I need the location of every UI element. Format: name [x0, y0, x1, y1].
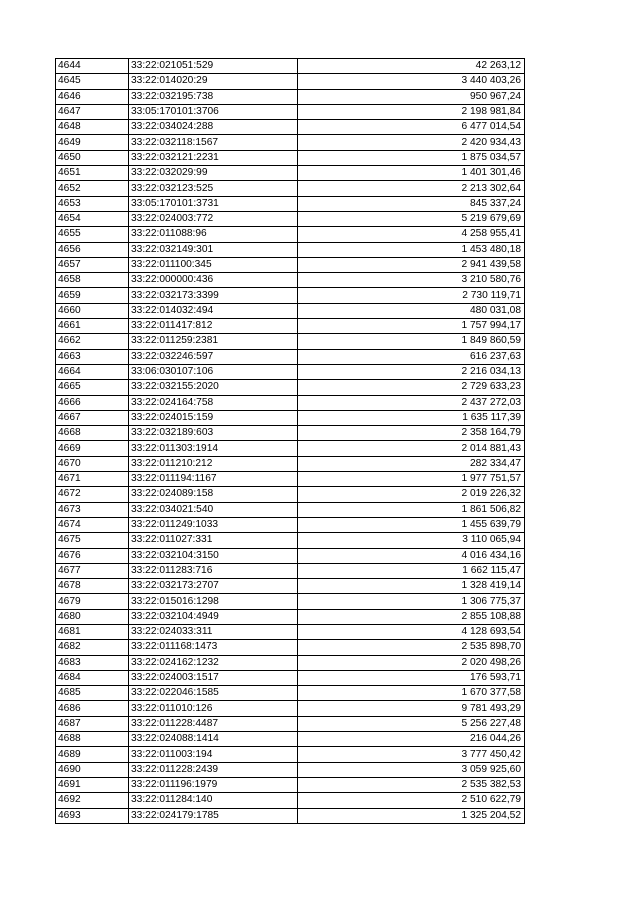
cadastral-value-cell: 1 977 751,57 — [298, 472, 525, 487]
cadastral-number-cell: 33:22:032118:1567 — [129, 135, 298, 150]
cadastral-number-cell: 33:22:011283:716 — [129, 563, 298, 578]
row-number-cell: 4646 — [56, 89, 129, 104]
table-row — [56, 273, 525, 288]
cadastral-value-cell: 176 593,71 — [298, 670, 525, 685]
table-row — [56, 211, 525, 226]
cadastral-number-cell: 33:05:170101:3706 — [129, 104, 298, 119]
cadastral-value-cell: 4 128 693,54 — [298, 624, 525, 639]
cadastral-value-cell: 4 016 434,16 — [298, 548, 525, 563]
row-number-cell: 4652 — [56, 181, 129, 196]
cadastral-number-cell: 33:22:024003:1517 — [129, 670, 298, 685]
table-row — [56, 380, 525, 395]
row-number-cell: 4690 — [56, 762, 129, 777]
table-row — [56, 227, 525, 242]
cadastral-value-cell: 2 535 898,70 — [298, 640, 525, 655]
row-number-cell: 4667 — [56, 410, 129, 425]
cadastral-number-cell: 33:22:032121:2231 — [129, 150, 298, 165]
row-number-cell: 4660 — [56, 303, 129, 318]
cadastral-number-cell: 33:22:000000:436 — [129, 273, 298, 288]
cadastral-value-cell: 1 453 480,18 — [298, 242, 525, 257]
table-row — [56, 808, 525, 823]
row-number-cell: 4668 — [56, 426, 129, 441]
cadastral-number-cell: 33:22:024162:1232 — [129, 655, 298, 670]
row-number-cell: 4666 — [56, 395, 129, 410]
cadastral-number-cell: 33:22:022046:1585 — [129, 686, 298, 701]
cadastral-number-cell: 33:22:011088:96 — [129, 227, 298, 242]
row-number-cell: 4678 — [56, 579, 129, 594]
table-row — [56, 777, 525, 792]
cadastral-number-cell: 33:05:170101:3731 — [129, 196, 298, 211]
table-row — [56, 548, 525, 563]
table-row — [56, 579, 525, 594]
row-number-cell: 4657 — [56, 257, 129, 272]
table-row — [56, 563, 525, 578]
table-row — [56, 655, 525, 670]
row-number-cell: 4675 — [56, 533, 129, 548]
cadastral-value-cell: 1 306 775,37 — [298, 594, 525, 609]
cadastral-value-cell: 3 110 065,94 — [298, 533, 525, 548]
cadastral-number-cell: 33:22:011249:1033 — [129, 517, 298, 532]
cadastral-number-cell: 33:22:011196:1979 — [129, 777, 298, 792]
cadastral-number-cell: 33:22:011100:345 — [129, 257, 298, 272]
row-number-cell: 4681 — [56, 624, 129, 639]
row-number-cell: 4673 — [56, 502, 129, 517]
cadastral-number-cell: 33:22:032246:597 — [129, 349, 298, 364]
row-number-cell: 4653 — [56, 196, 129, 211]
cadastral-number-cell: 33:22:011417:812 — [129, 319, 298, 334]
row-number-cell: 4672 — [56, 487, 129, 502]
row-number-cell: 4654 — [56, 211, 129, 226]
cadastral-value-cell: 2 420 934,43 — [298, 135, 525, 150]
table-row — [56, 472, 525, 487]
table-row — [56, 517, 525, 532]
cadastral-value-cell: 480 031,08 — [298, 303, 525, 318]
row-number-cell: 4650 — [56, 150, 129, 165]
row-number-cell: 4687 — [56, 716, 129, 731]
table-row — [56, 670, 525, 685]
table-row — [56, 624, 525, 639]
cadastral-number-cell: 33:22:021051:529 — [129, 59, 298, 74]
cadastral-value-cell: 2 358 164,79 — [298, 426, 525, 441]
cadastral-number-cell: 33:22:011228:2439 — [129, 762, 298, 777]
cadastral-value-cell: 2 198 981,84 — [298, 104, 525, 119]
cadastral-value-cell: 2 730 119,71 — [298, 288, 525, 303]
cadastral-number-cell: 33:22:024088:1414 — [129, 732, 298, 747]
table-row — [56, 426, 525, 441]
cadastral-value-cell: 6 477 014,54 — [298, 120, 525, 135]
cadastral-number-cell: 33:22:034024:288 — [129, 120, 298, 135]
row-number-cell: 4688 — [56, 732, 129, 747]
table-row — [56, 609, 525, 624]
row-number-cell: 4651 — [56, 166, 129, 181]
cadastral-value-cell: 2 535 382,53 — [298, 777, 525, 792]
row-number-cell: 4680 — [56, 609, 129, 624]
cadastral-number-cell: 33:22:014032:494 — [129, 303, 298, 318]
cadastral-value-cell: 1 875 034,57 — [298, 150, 525, 165]
cadastral-value-cell: 216 044,26 — [298, 732, 525, 747]
table-row — [56, 181, 525, 196]
cadastral-value-cell: 2 019 226,32 — [298, 487, 525, 502]
cadastral-number-cell: 33:22:015016:1298 — [129, 594, 298, 609]
row-number-cell: 4661 — [56, 319, 129, 334]
table-row — [56, 104, 525, 119]
cadastral-number-cell: 33:22:024003:772 — [129, 211, 298, 226]
cadastral-number-cell: 33:22:011259:2381 — [129, 334, 298, 349]
table-row — [56, 120, 525, 135]
table-row — [56, 364, 525, 379]
row-number-cell: 4692 — [56, 793, 129, 808]
row-number-cell: 4659 — [56, 288, 129, 303]
cadastral-value-cell: 3 210 580,76 — [298, 273, 525, 288]
table-body — [56, 59, 525, 824]
cadastral-value-table — [55, 58, 525, 824]
cadastral-number-cell: 33:22:011210:212 — [129, 456, 298, 471]
table-row — [56, 150, 525, 165]
cadastral-value-cell: 5 219 679,69 — [298, 211, 525, 226]
cadastral-number-cell: 33:22:024089:158 — [129, 487, 298, 502]
cadastral-value-cell: 2 941 439,58 — [298, 257, 525, 272]
cadastral-value-cell: 3 440 403,26 — [298, 74, 525, 89]
cadastral-number-cell: 33:22:024179:1785 — [129, 808, 298, 823]
cadastral-value-cell: 1 328 419,14 — [298, 579, 525, 594]
cadastral-value-cell: 1 861 506,82 — [298, 502, 525, 517]
row-number-cell: 4684 — [56, 670, 129, 685]
cadastral-number-cell: 33:22:032123:525 — [129, 181, 298, 196]
row-number-cell: 4670 — [56, 456, 129, 471]
table-row — [56, 762, 525, 777]
row-number-cell: 4655 — [56, 227, 129, 242]
cadastral-number-cell: 33:22:024164:758 — [129, 395, 298, 410]
row-number-cell: 4676 — [56, 548, 129, 563]
cadastral-value-cell: 3 059 925,60 — [298, 762, 525, 777]
cadastral-number-cell: 33:22:032149:301 — [129, 242, 298, 257]
cadastral-number-cell: 33:22:032029:99 — [129, 166, 298, 181]
cadastral-value-cell: 1 670 377,58 — [298, 686, 525, 701]
row-number-cell: 4648 — [56, 120, 129, 135]
cadastral-number-cell: 33:22:011027:331 — [129, 533, 298, 548]
table-row — [56, 196, 525, 211]
table-row — [56, 487, 525, 502]
row-number-cell: 4683 — [56, 655, 129, 670]
cadastral-number-cell: 33:22:011003:194 — [129, 747, 298, 762]
table-row — [56, 533, 525, 548]
row-number-cell: 4693 — [56, 808, 129, 823]
table-row — [56, 701, 525, 716]
row-number-cell: 4691 — [56, 777, 129, 792]
cadastral-value-cell: 42 263,12 — [298, 59, 525, 74]
table-row — [56, 456, 525, 471]
table-row — [56, 686, 525, 701]
cadastral-number-cell: 33:22:011284:140 — [129, 793, 298, 808]
row-number-cell: 4647 — [56, 104, 129, 119]
row-number-cell: 4677 — [56, 563, 129, 578]
cadastral-value-cell: 1 662 115,47 — [298, 563, 525, 578]
cadastral-number-cell: 33:22:032104:4949 — [129, 609, 298, 624]
row-number-cell: 4685 — [56, 686, 129, 701]
table-row — [56, 747, 525, 762]
table-row — [56, 319, 525, 334]
cadastral-number-cell: 33:22:011194:1167 — [129, 472, 298, 487]
document-page — [55, 58, 524, 824]
cadastral-number-cell: 33:22:032173:3399 — [129, 288, 298, 303]
row-number-cell: 4663 — [56, 349, 129, 364]
cadastral-number-cell: 33:06:030107:106 — [129, 364, 298, 379]
cadastral-value-cell: 1 635 117,39 — [298, 410, 525, 425]
cadastral-value-cell: 282 334,47 — [298, 456, 525, 471]
row-number-cell: 4656 — [56, 242, 129, 257]
row-number-cell: 4671 — [56, 472, 129, 487]
cadastral-value-cell: 845 337,24 — [298, 196, 525, 211]
table-row — [56, 89, 525, 104]
cadastral-number-cell: 33:22:034021:540 — [129, 502, 298, 517]
table-row — [56, 288, 525, 303]
cadastral-value-cell: 2 020 498,26 — [298, 655, 525, 670]
cadastral-number-cell: 33:22:032189:603 — [129, 426, 298, 441]
cadastral-number-cell: 33:22:011303:1914 — [129, 441, 298, 456]
row-number-cell: 4682 — [56, 640, 129, 655]
row-number-cell: 4679 — [56, 594, 129, 609]
cadastral-value-cell: 2 213 302,64 — [298, 181, 525, 196]
cadastral-value-cell: 9 781 493,29 — [298, 701, 525, 716]
cadastral-number-cell: 33:22:011010:126 — [129, 701, 298, 716]
row-number-cell: 4645 — [56, 74, 129, 89]
table-row — [56, 716, 525, 731]
row-number-cell: 4649 — [56, 135, 129, 150]
table-row — [56, 502, 525, 517]
cadastral-value-cell: 616 237,63 — [298, 349, 525, 364]
row-number-cell: 4665 — [56, 380, 129, 395]
row-number-cell: 4658 — [56, 273, 129, 288]
cadastral-value-cell: 2 014 881,43 — [298, 441, 525, 456]
table-row — [56, 74, 525, 89]
table-row — [56, 166, 525, 181]
table-row — [56, 349, 525, 364]
cadastral-value-cell: 1 849 860,59 — [298, 334, 525, 349]
table-row — [56, 441, 525, 456]
cadastral-number-cell: 33:22:011228:4487 — [129, 716, 298, 731]
table-row — [56, 410, 525, 425]
cadastral-number-cell: 33:22:011168:1473 — [129, 640, 298, 655]
table-row — [56, 395, 525, 410]
table-row — [56, 640, 525, 655]
cadastral-number-cell: 33:22:032155:2020 — [129, 380, 298, 395]
row-number-cell: 4662 — [56, 334, 129, 349]
cadastral-number-cell: 33:22:032104:3150 — [129, 548, 298, 563]
cadastral-value-cell: 3 777 450,42 — [298, 747, 525, 762]
table-row — [56, 242, 525, 257]
cadastral-value-cell: 2 437 272,03 — [298, 395, 525, 410]
table-row — [56, 59, 525, 74]
cadastral-value-cell: 2 216 034,13 — [298, 364, 525, 379]
cadastral-value-cell: 2 729 633,23 — [298, 380, 525, 395]
table-row — [56, 732, 525, 747]
cadastral-number-cell: 33:22:014020:29 — [129, 74, 298, 89]
table-row — [56, 793, 525, 808]
cadastral-value-cell: 1 401 301,46 — [298, 166, 525, 181]
table-row — [56, 334, 525, 349]
cadastral-value-cell: 2 510 622,79 — [298, 793, 525, 808]
cadastral-value-cell: 2 855 108,88 — [298, 609, 525, 624]
cadastral-value-cell: 5 256 227,48 — [298, 716, 525, 731]
table-row — [56, 257, 525, 272]
table-row — [56, 303, 525, 318]
cadastral-value-cell: 950 967,24 — [298, 89, 525, 104]
cadastral-value-cell: 1 325 204,52 — [298, 808, 525, 823]
row-number-cell: 4674 — [56, 517, 129, 532]
cadastral-number-cell: 33:22:024033:311 — [129, 624, 298, 639]
cadastral-number-cell: 33:22:024015:159 — [129, 410, 298, 425]
cadastral-number-cell: 33:22:032173:2707 — [129, 579, 298, 594]
row-number-cell: 4669 — [56, 441, 129, 456]
cadastral-value-cell: 4 258 955,41 — [298, 227, 525, 242]
row-number-cell: 4689 — [56, 747, 129, 762]
cadastral-value-cell: 1 757 994,17 — [298, 319, 525, 334]
cadastral-number-cell: 33:22:032195:738 — [129, 89, 298, 104]
row-number-cell: 4644 — [56, 59, 129, 74]
row-number-cell: 4686 — [56, 701, 129, 716]
table-row — [56, 594, 525, 609]
table-row — [56, 135, 525, 150]
cadastral-value-cell: 1 455 639,79 — [298, 517, 525, 532]
row-number-cell: 4664 — [56, 364, 129, 379]
